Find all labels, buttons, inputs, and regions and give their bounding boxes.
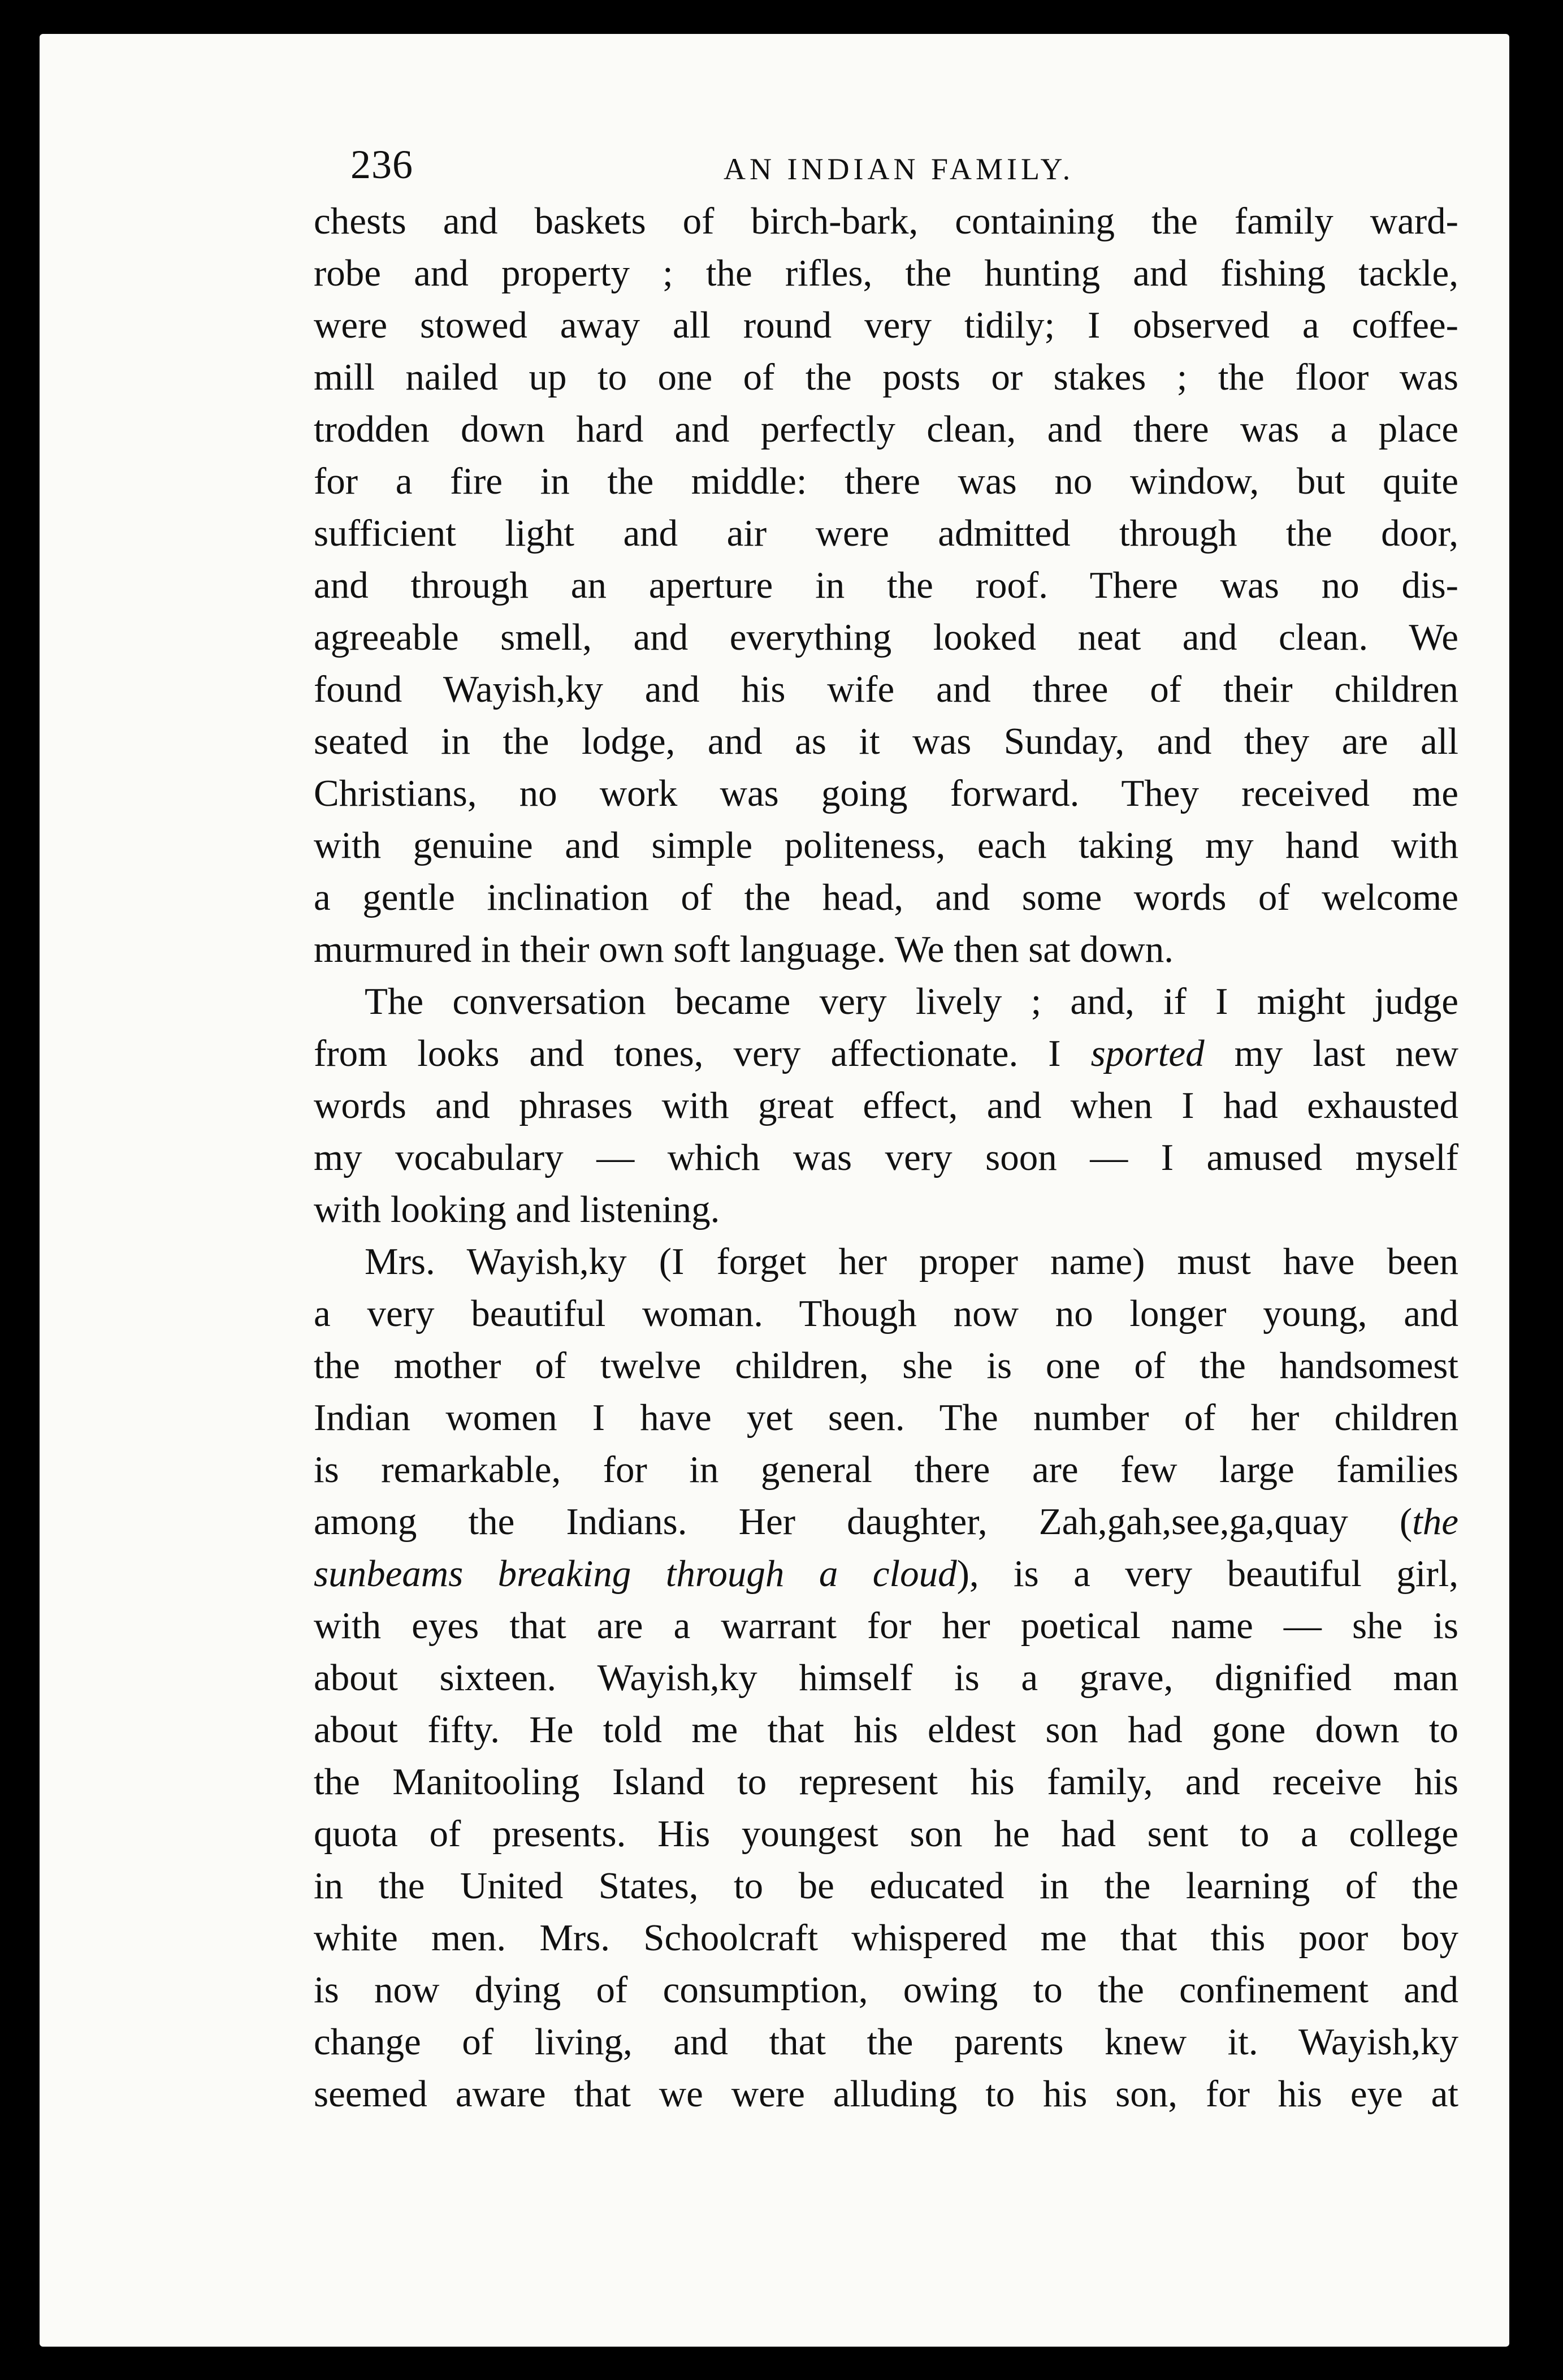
text-line: Mrs. Wayish,ky (I forget her proper name) must have been <box>365 1241 1458 1282</box>
text-line: were stowed away all round very tidily; I observed a coffee- <box>314 304 1458 346</box>
text-line: the Manitooling Island to represent his family, and receive his <box>314 1761 1458 1803</box>
page-number: 236 <box>350 142 413 187</box>
text-line: robe and property ; the rifles, the hunting and fishing tackle, <box>314 252 1458 294</box>
text-line: trodden down hard and perfectly clean, and there was a place <box>314 408 1458 450</box>
text-line: for a fire in the middle: there was no window, but quite <box>314 460 1458 502</box>
text-line: sunbeams breaking through a cloud), is a very beautiful girl, <box>314 1553 1458 1595</box>
text-line: change of living, and that the parents knew it. Wayish,ky <box>314 2021 1458 2063</box>
text-line: The conversation became very lively ; and, if I might judge <box>365 980 1458 1022</box>
body-text <box>314 195 1458 2120</box>
text-line: my vocabulary — which was very soon — I amused myself <box>314 1137 1458 1178</box>
text-line: Indian women I have yet seen. The number of her children <box>314 1397 1458 1439</box>
text-line: among the Indians. Her daughter, Zah,gah,see,ga,quay (the <box>314 1501 1458 1543</box>
text-line: seated in the lodge, and as it was Sunday, and they are all <box>314 720 1458 762</box>
text-line: about fifty. He told me that his eldest son had gone down to <box>314 1709 1458 1751</box>
text-line: Christians, no work was going forward. They received me <box>314 772 1458 814</box>
text-line: a very beautiful woman. Though now no longer young, and <box>314 1293 1458 1334</box>
text-line: with looking and listening. <box>314 1189 720 1230</box>
text-line: chests and baskets of birch-bark, containing the family ward- <box>314 200 1458 242</box>
text-line: about sixteen. Wayish,ky himself is a grave, dignified man <box>314 1657 1458 1699</box>
text-line: seemed aware that we were alluding to his son, for his eye at <box>314 2073 1458 2115</box>
page-header <box>311 141 1419 204</box>
text-line: is now dying of consumption, owing to the confinement and <box>314 1969 1458 2011</box>
text-line: a gentle inclination of the head, and some words of welcome <box>314 876 1458 918</box>
text-line: mill nailed up to one of the posts or stakes ; the floor was <box>314 356 1458 398</box>
text-line: agreeable smell, and everything looked neat and clean. We <box>314 616 1458 658</box>
text-line: white men. Mrs. Schoolcraft whispered me that this poor boy <box>314 1917 1458 1959</box>
text-line: from looks and tones, very affectionate. I sported my last new <box>314 1033 1458 1074</box>
text-line: words and phrases with great effect, and when I had exhausted <box>314 1085 1458 1126</box>
running-head: AN INDIAN FAMILY. <box>724 152 1075 186</box>
text-line: with eyes that are a warrant for her poetical name — she is <box>314 1605 1458 1647</box>
text-line: and through an aperture in the roof. There was no dis- <box>314 564 1458 606</box>
text-line: sufficient light and air were admitted through the door, <box>314 512 1458 554</box>
text-line: in the United States, to be educated in the learning of the <box>314 1865 1458 1907</box>
text-line: found Wayish,ky and his wife and three of their children <box>314 668 1458 710</box>
text-line: with genuine and simple politeness, each taking my hand with <box>314 824 1458 866</box>
text-line: the mother of twelve children, she is one of the handsomest <box>314 1345 1458 1386</box>
text-line: quota of presents. His youngest son he had sent to a college <box>314 1813 1458 1855</box>
text-line: murmured in their own soft language. We then sat down. <box>314 928 1174 970</box>
text-line: is remarkable, for in general there are few large families <box>314 1449 1458 1491</box>
